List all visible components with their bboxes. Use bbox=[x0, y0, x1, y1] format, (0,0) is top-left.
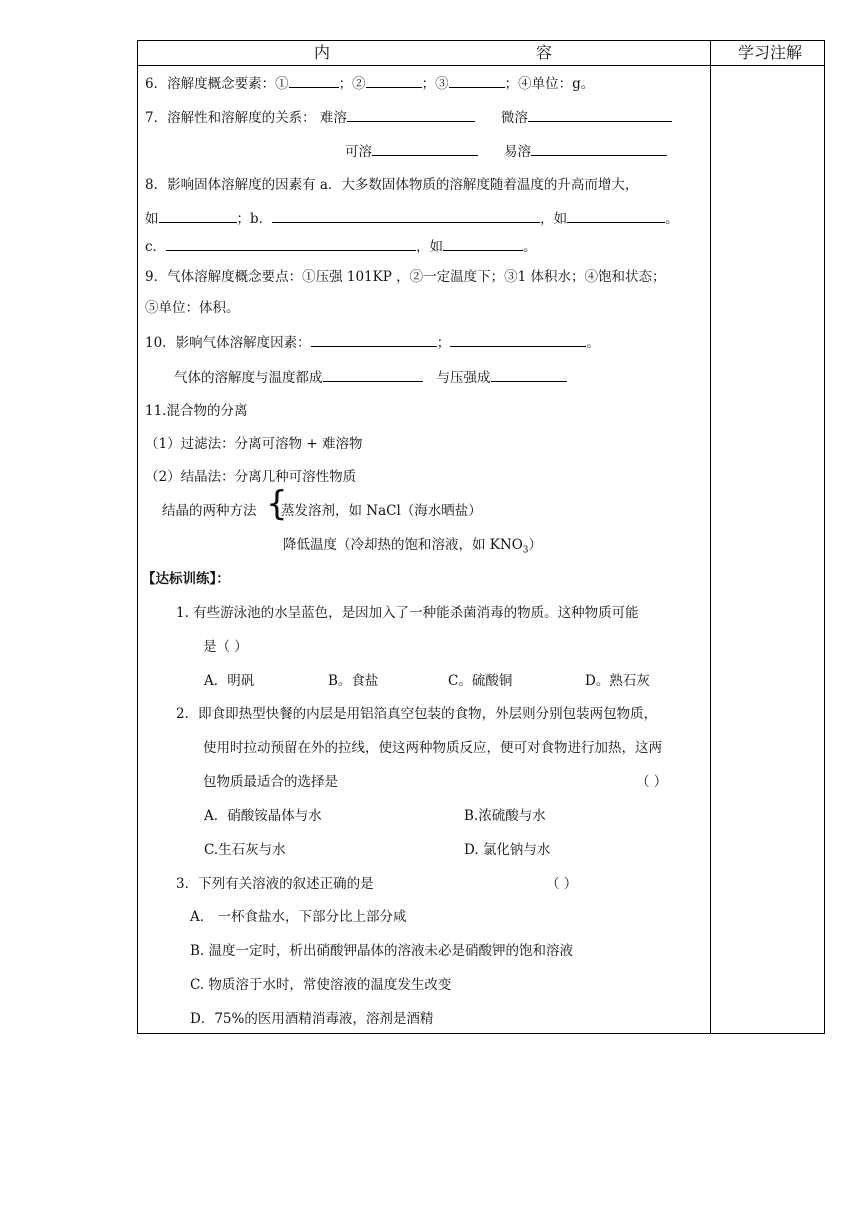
brace-icon: { bbox=[266, 484, 288, 524]
question-1-option-a: A．明矾 bbox=[204, 673, 255, 689]
question-2: 2．即食即热型快餐的内层是用铝箔真空包装的食物，外层则分别包装两包物质， bbox=[176, 706, 658, 722]
question-1: 1. 有些游泳池的水呈蓝色，是因加入了一种能杀菌消毒的物质。这种物质可能 bbox=[176, 605, 639, 621]
blank bbox=[567, 209, 665, 223]
question-2-answer-paren: （ ） bbox=[636, 774, 668, 790]
blank bbox=[449, 74, 505, 88]
question-3-option-c: C. 物质溶于水时，常使溶液的温度发生改变 bbox=[190, 977, 452, 993]
header-content-left: 内 bbox=[314, 43, 331, 62]
item-11-filter: （1）过滤法：分离可溶物 + 难溶物 bbox=[145, 436, 363, 452]
blank bbox=[372, 142, 478, 156]
blank bbox=[159, 209, 237, 223]
worksheet-table bbox=[137, 40, 825, 1034]
item-7: 7．溶解性和溶解度的关系： 难溶 微溶 bbox=[145, 108, 672, 127]
item-11-methods-label: 结晶的两种方法 bbox=[162, 503, 257, 519]
blank bbox=[443, 237, 523, 251]
question-1-option-b: B。食盐 bbox=[328, 673, 379, 689]
blank bbox=[311, 333, 437, 347]
header-divider bbox=[138, 65, 824, 66]
blank bbox=[450, 333, 586, 347]
header-notes: 学习注解 bbox=[738, 43, 803, 62]
item-10: 10．影响气体溶解度因素： ； 。 bbox=[145, 335, 600, 351]
question-1-option-c: C。硫酸铜 bbox=[448, 673, 513, 689]
blank bbox=[166, 237, 416, 251]
blank bbox=[531, 142, 667, 156]
blank bbox=[323, 368, 423, 382]
question-2-option-c: C.生石灰与水 bbox=[204, 842, 286, 858]
question-2-option-d: D. 氯化钠与水 bbox=[464, 842, 551, 858]
header-content-right: 容 bbox=[536, 43, 553, 62]
question-3-option-a: A． 一杯食盐水，下部分比上部分咸 bbox=[190, 909, 407, 925]
item-6: 6．溶解度概念要素：① ；② ；③ ；④单位：g。 bbox=[145, 76, 595, 92]
blank bbox=[366, 74, 422, 88]
item-9-line2: ⑤单位：体积。 bbox=[145, 300, 240, 316]
column-divider bbox=[710, 41, 711, 1033]
item-9: 9．气体溶解度概念要点：①压强 101KP ，②一定温度下；③1 体积水；④饱和状态； bbox=[145, 269, 666, 285]
question-1-option-d: D。熟石灰 bbox=[585, 673, 650, 689]
training-title: 【达标训练】： bbox=[142, 571, 230, 587]
blank bbox=[272, 209, 540, 223]
item-11-crystal: （2）结晶法：分离几种可溶性物质 bbox=[145, 469, 357, 485]
question-3-option-b: B. 温度一定时，析出硝酸钾晶体的溶液未必是硝酸钾的饱和溶液 bbox=[190, 943, 574, 959]
question-3: 3．下列有关溶液的叙述正确的是 bbox=[176, 876, 374, 892]
item-10-line2: 气体的溶解度与温度都成 与压强成 bbox=[174, 368, 567, 387]
item-11-cooling: 降低温度（冷却热的饱和溶液，如 $KNO_3$） bbox=[283, 537, 542, 556]
question-3-answer-paren: （ ） bbox=[546, 876, 578, 892]
item-8: 8．影响固体溶解度的因素有 a．大多数固体物质的溶解度随着温度的升高而增大， bbox=[145, 177, 639, 193]
question-1-line2: 是（ ） bbox=[203, 639, 248, 655]
item-11: 11.混合物的分离 bbox=[145, 403, 248, 419]
question-2-line2: 使用时拉动预留在外的拉线，使这两种物质反应，便可对食物进行加热，这两 bbox=[203, 740, 662, 756]
blank bbox=[289, 74, 339, 88]
item-8-line2: 如 ；b． ，如 。 bbox=[145, 211, 679, 227]
question-3-option-d: D．75%的医用酒精消毒液，溶剂是酒精 bbox=[190, 1011, 434, 1027]
blank bbox=[491, 368, 567, 382]
item-8-line3: c． ，如 。 bbox=[145, 239, 537, 255]
item-11-evaporate: 蒸发溶剂，如 NaCl（海水晒盐） bbox=[281, 503, 482, 519]
blank bbox=[528, 108, 672, 122]
question-2-line3: 包物质最适合的选择是 bbox=[203, 774, 338, 790]
question-2-option-a: A．硝酸铵晶体与水 bbox=[204, 808, 322, 824]
blank bbox=[347, 108, 475, 122]
question-2-option-b: B.浓硫酸与水 bbox=[464, 808, 546, 824]
item-7-line2: 可溶 易溶 bbox=[345, 142, 667, 161]
